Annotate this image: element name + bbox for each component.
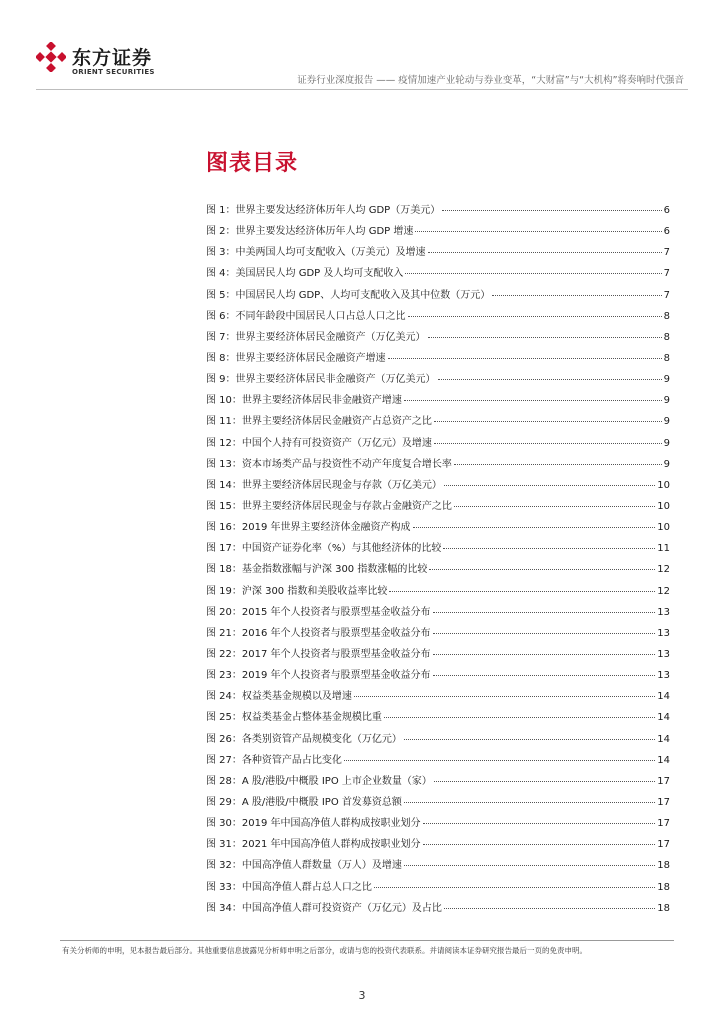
toc-entry[interactable] (206, 539, 670, 560)
toc-entry-label: 图 34：中国高净值人群可投资资产（万亿元）及占比 (206, 902, 442, 914)
toc-dot-leader (433, 675, 656, 676)
toc-dot-leader (374, 887, 655, 888)
toc-entry-label: 图 21：2016 年个人投资者与股票型基金收益分布 (206, 627, 431, 639)
toc-entry[interactable] (206, 264, 670, 285)
toc-entry-label: 图 23：2019 年个人投资者与股票型基金收益分布 (206, 670, 431, 682)
toc-entry[interactable] (206, 582, 670, 603)
toc-dot-leader (433, 612, 656, 613)
toc-dot-leader (389, 591, 655, 592)
toc-entry-page: 13 (657, 606, 670, 618)
toc-entry-label: 图 31：2021 年中国高净值人群构成按职业划分 (206, 839, 421, 851)
toc-dot-leader (384, 717, 655, 718)
toc-dot-leader (444, 908, 655, 909)
toc-entry[interactable] (206, 349, 670, 370)
toc-entry[interactable] (206, 624, 670, 645)
footer-divider (60, 940, 674, 941)
toc-entry-page: 6 (663, 226, 670, 238)
toc-dot-leader (408, 316, 662, 317)
toc-entry[interactable] (206, 793, 670, 814)
toc-entry[interactable] (206, 666, 670, 687)
toc-entry[interactable] (206, 222, 670, 243)
toc-dot-leader (444, 485, 655, 486)
toc-entry-page: 8 (663, 331, 670, 343)
toc-dot-leader (438, 379, 662, 380)
toc-dot-leader (415, 231, 661, 232)
brand-name-cn: 东方证券 (72, 47, 153, 69)
toc-entry-label: 图 33：中国高净值人群占总人口之比 (206, 881, 372, 893)
toc-entry-page: 12 (657, 585, 670, 597)
toc-entry-label: 图 1：世界主要发达经济体历年人均 GDP（万美元） (206, 205, 441, 216)
toc-entry-page: 10 (657, 479, 670, 491)
toc-entry-page: 10 (657, 522, 670, 534)
toc-entry[interactable] (206, 560, 670, 581)
toc-entry[interactable] (206, 899, 670, 920)
toc-entry[interactable] (206, 476, 670, 497)
toc-entry-page: 17 (657, 818, 670, 830)
toc-entry-page: 14 (657, 754, 670, 766)
toc-entry-page: 17 (657, 775, 670, 787)
toc-entry-label: 图 29：A 股/港股/中概股 IPO 首发募资总额 (206, 796, 402, 808)
toc-entry-page: 10 (657, 500, 670, 512)
toc-entry-page: 12 (657, 564, 670, 576)
toc-entry[interactable] (206, 603, 670, 624)
toc-entry-label: 图 10：世界主要经济体居民非金融资产增速 (206, 395, 402, 407)
toc-dot-leader (428, 252, 662, 253)
toc-entry-page: 11 (657, 543, 670, 555)
toc-dot-leader (423, 844, 656, 845)
toc-entry[interactable] (206, 518, 670, 539)
toc-entry-label: 图 9：世界主要经济体居民非金融资产（万亿美元） (206, 374, 436, 386)
toc-entry-page: 6 (663, 205, 670, 216)
toc-entry-label: 图 3：中美两国人均可支配收入（万美元）及增速 (206, 247, 426, 259)
toc-entry-page: 8 (663, 352, 670, 364)
toc-dot-leader (433, 633, 656, 634)
toc-entry[interactable] (206, 751, 670, 772)
toc-dot-leader (428, 337, 662, 338)
toc-heading: 图表目录 (206, 151, 299, 176)
toc-entry-page: 14 (657, 712, 670, 724)
toc-entry-page: 14 (657, 691, 670, 703)
toc-entry-label: 图 8：世界主要经济体居民金融资产增速 (206, 352, 386, 364)
toc-entry-label: 图 14：世界主要经济体居民现金与存款（万亿美元） (206, 479, 442, 491)
toc-entry-page: 9 (663, 374, 670, 386)
toc-entry-page: 17 (657, 839, 670, 851)
toc-dot-leader (454, 506, 655, 507)
toc-entry-label: 图 26：各类别资管产品规模变化（万亿元） (206, 733, 402, 745)
toc-entry[interactable] (206, 645, 670, 666)
toc-dot-leader (423, 823, 656, 824)
figure-toc-list (206, 201, 670, 920)
toc-dot-leader (434, 781, 655, 782)
toc-entry-page: 18 (657, 902, 670, 914)
toc-entry[interactable] (206, 391, 670, 412)
toc-entry[interactable] (206, 370, 670, 391)
toc-dot-leader (405, 273, 661, 274)
toc-dot-leader (434, 443, 662, 444)
toc-dot-leader (344, 760, 655, 761)
toc-entry-label: 图 20：2015 年个人投资者与股票型基金收益分布 (206, 606, 431, 618)
toc-entry[interactable] (206, 814, 670, 835)
toc-dot-leader (443, 548, 655, 549)
toc-entry[interactable] (206, 307, 670, 328)
toc-entry[interactable] (206, 497, 670, 518)
toc-dot-leader (388, 358, 662, 359)
toc-entry-label: 图 27：各种资管产品占比变化 (206, 754, 342, 766)
toc-entry-page: 7 (663, 289, 670, 301)
header-divider (36, 89, 688, 90)
page-number: 3 (358, 989, 366, 1002)
toc-entry[interactable] (206, 243, 670, 264)
toc-entry-page: 9 (663, 458, 670, 470)
toc-entry-page: 14 (657, 733, 670, 745)
toc-entry[interactable] (206, 286, 670, 307)
toc-entry[interactable] (206, 835, 670, 856)
company-logo (36, 42, 156, 82)
toc-entry-label: 图 18：基金指数涨幅与沪深 300 指数涨幅的比较 (206, 564, 428, 576)
toc-entry-label: 图 30：2019 年中国高净值人群构成按职业划分 (206, 818, 421, 830)
toc-entry-label: 图 17：中国资产证券化率（%）与其他经济体的比较 (206, 543, 442, 555)
toc-dot-leader (492, 295, 661, 296)
toc-dot-leader (429, 569, 655, 570)
toc-entry[interactable] (206, 856, 670, 877)
toc-entry[interactable] (206, 412, 670, 433)
toc-entry[interactable] (206, 328, 670, 349)
toc-entry[interactable] (206, 730, 670, 751)
toc-entry-label: 图 15：世界主要经济体居民现金与存款占金融资产之比 (206, 500, 452, 512)
footer-disclaimer: 有关分析师的申明，见本报告最后部分。其他重要信息披露见分析师申明之后部分，或请与您的投资代表联系。并请阅读本证券研究报告最后一页的免责申明。 (62, 946, 587, 955)
toc-entry[interactable] (206, 455, 670, 476)
toc-dot-leader (404, 739, 655, 740)
toc-entry-page: 9 (663, 437, 670, 449)
toc-dot-leader (433, 654, 656, 655)
toc-entry-page: 8 (663, 310, 670, 322)
toc-entry-label: 图 2：世界主要发达经济体历年人均 GDP 增速 (206, 226, 414, 238)
toc-entry-label: 图 7：世界主要经济体居民金融资产（万亿美元） (206, 331, 426, 343)
toc-dot-leader (404, 400, 662, 401)
toc-entry[interactable] (206, 878, 670, 899)
toc-entry-page: 9 (663, 416, 670, 428)
toc-entry[interactable] (206, 201, 670, 222)
toc-dot-leader (404, 865, 655, 866)
toc-entry-page: 17 (657, 796, 670, 808)
toc-entry-label: 图 28：A 股/港股/中概股 IPO 上市企业数量（家） (206, 775, 432, 787)
toc-entry-label: 图 4：美国居民人均 GDP 及人均可支配收入 (206, 268, 404, 280)
toc-entry-label: 图 12：中国个人持有可投资资产（万亿元）及增速 (206, 437, 432, 449)
toc-entry-page: 7 (663, 268, 670, 280)
toc-dot-leader (413, 527, 656, 528)
toc-entry-page: 13 (657, 670, 670, 682)
toc-entry-label: 图 11：世界主要经济体居民金融资产占总资产之比 (206, 416, 432, 428)
toc-entry[interactable] (206, 434, 670, 455)
toc-entry[interactable] (206, 708, 670, 729)
toc-entry-label: 图 6：不同年龄段中国居民人口占总人口之比 (206, 310, 406, 322)
toc-entry-label: 图 5：中国居民人均 GDP、人均可支配收入及其中位数（万元） (206, 289, 491, 301)
toc-dot-leader (434, 421, 662, 422)
toc-entry-page: 18 (657, 881, 670, 893)
toc-entry-page: 13 (657, 648, 670, 660)
toc-entry-label: 图 24：权益类基金规模以及增速 (206, 691, 352, 703)
toc-dot-leader (404, 802, 655, 803)
toc-dot-leader (442, 210, 661, 211)
toc-dot-leader (454, 464, 662, 465)
toc-entry-label: 图 32：中国高净值人群数量（万人）及增速 (206, 860, 402, 872)
toc-entry-label: 图 22：2017 年个人投资者与股票型基金收益分布 (206, 648, 431, 660)
toc-entry[interactable] (206, 687, 670, 708)
toc-dot-leader (354, 696, 655, 697)
toc-entry-page: 13 (657, 627, 670, 639)
orient-securities-logo-icon (36, 42, 66, 72)
toc-entry-page: 18 (657, 860, 670, 872)
report-header-title: 证券行业深度报告 —— 疫情加速产业轮动与券业变革，“大财富”与“大机构”将奏响时代强音 (297, 75, 684, 86)
toc-entry-label: 图 13：资本市场类产品与投资性不动产年度复合增长率 (206, 458, 452, 470)
brand-name-en: ORIENT SECURITIES (72, 68, 155, 76)
toc-entry-page: 7 (663, 247, 670, 259)
toc-entry-label: 图 16：2019 年世界主要经济体金融资产构成 (206, 522, 411, 534)
toc-entry-label: 图 25：权益类基金占整体基金规模比重 (206, 712, 382, 724)
toc-entry-page: 9 (663, 395, 670, 407)
toc-entry-label: 图 19：沪深 300 指数和美股收益率比较 (206, 585, 388, 597)
toc-entry[interactable] (206, 772, 670, 793)
